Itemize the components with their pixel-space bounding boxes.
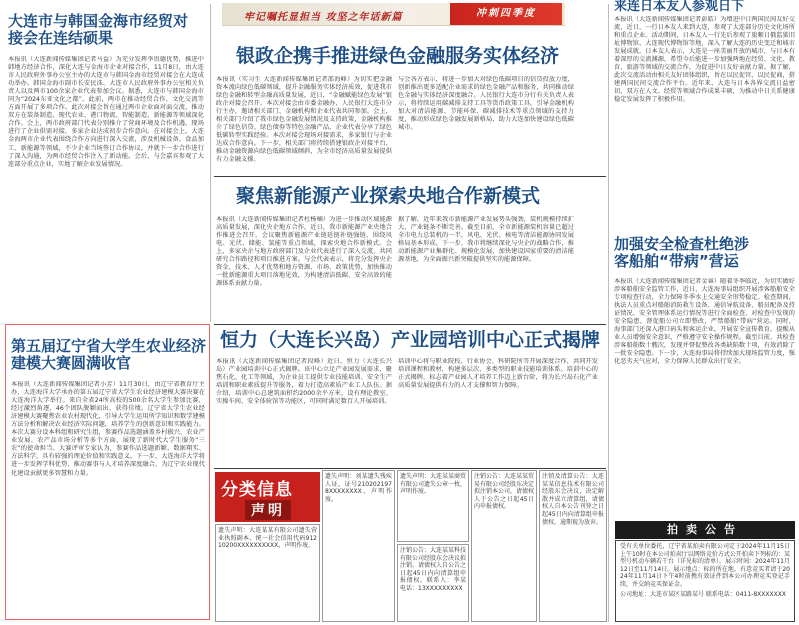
center-article3-headline: 恒力（大连长兴岛）产业园培训中心正式揭牌 (220, 330, 600, 351)
notice-text: 注销公告：大连某某贸易有限公司经股东决定拟注销本公司，请债权人于公告之日起45日内申报债权。 (474, 473, 535, 511)
auction-title: 拍卖公告 (615, 521, 795, 539)
auction-notice (615, 540, 795, 622)
classified-notice (322, 470, 395, 622)
center-article1-headline: 银政企携手推进绿色金融服务实体经济 (236, 46, 560, 67)
classifieds-title: 分类信息 (221, 480, 293, 500)
notice-text: 注销及清算公告：大连某某信息技术有限公司经股东会决议，决定解散并成立清算组，请债权人自本公告刊登之日起45日内向清算组申报债权，逾期视为放弃。 (542, 473, 604, 526)
banner-slogan: 牢记嘱托显担当 攻坚之年话新篇 (244, 12, 403, 23)
classified-notice (471, 470, 537, 622)
classified-notice (397, 470, 469, 542)
classified-notice (397, 544, 469, 622)
center-article3-body-right: 培训中心将与职业院校、行业协会、科研院所等开展深度合作，共同开发培训课程和教材，构建多层次、多类型的职业技能培训体系。培训中心的正式揭牌，标志着产业园人才培养工作迈上新台阶，将为长兴岛石化产业高质量发展提供有力的人才支撑和智力保障。 (398, 358, 598, 390)
classified-notice (215, 524, 320, 622)
notice-text: 注销公告：大连某某科技有限公司经股东会决议拟注销，请债权人自公告之日起45日内向清算组申报债权。联系人：李某 电话：13XXXXXXXXX (400, 547, 467, 592)
notice-text: 遗失声明：大连某某有限公司遗失营业执照副本，统一社会信用代码91210200XXXXXXXXXX，声明作废。 (218, 527, 317, 550)
classifieds-subtitle: 声明 (245, 500, 291, 520)
left-article2-headline: 第五届辽宁省大学生农业经济建模大赛圆满收官 (11, 338, 207, 372)
classifieds-header (215, 472, 320, 522)
left-article2-body: 本报讯（大连新闻传媒集团记者小芳）11月30日，由辽宁省教育厅主办，大连海洋大学承办的第五届辽宁省大学生农业经济建模大赛决赛在大连海洋大学举行。来自全省24所高校的500余名大学生参加比赛，经过激烈角逐，46个团队脱颖而出，获得佳绩。辽宁省大学生农业经济建模大赛聚焦农业农村现代化，引导大学生运用所学知识和数学建模方法分析和解决农业经济实际问题，培养学生的创新意识和实践能力。本次大赛分设本科组和研究生组，参赛作品选题涵盖乡村振兴、农业产业发展、农产品市场分析等多个方面，展现了新时代大学生服务“三农”的使命担当。大赛评审专家认为，参赛作品选题新颖、数据翔实、方法科学，具有较强的理论价值和实践意义。下一步，大连海洋大学将进一步发挥学科优势，推动赛事与人才培养深度融合，为辽宁农业现代化建设贡献更多智慧和力量。 (11, 381, 205, 477)
top-banner (222, 3, 565, 26)
center-article2-body-right: 据了解，近年来我市新能源产业发展势头强劲，装机规模持续扩大，产业链条不断完善。截至目前，全市新能源装机容量已超过全市电力总装机的一半，风电、光伏、核电等清洁能源协同发展格局基本形成。下一步，我市将继续深化与央企的战略合作，推动新能源产业集群化、规模化发展，加快建设国家重要的清洁能源基地，为全面振兴新突破提供坚实的能源保障。 (398, 216, 574, 264)
center-article3-body-left: 本报讯（大连新闻传媒集团记者段峰）近日，恒力（大连长兴岛）产业园培训中心正式揭牌。该中心立足产业园发展需求，聚焦石化、化工等领域，为企业员工提供专业技能培训、安全生产培训和职业素质提升等服务，着力打造高素质产业工人队伍。据介绍，培训中心总建筑面积约2000余平方米，设有理论教室、实操车间、安全体验馆等功能区，可同时满足数百人开展培训。 (216, 358, 392, 406)
right-article1-headline: 来连日本友人参观日下 (614, 0, 745, 14)
left-article1-body: 本报讯（大连新闻传媒集团记者马益）为充分发挥李贵德优势，推进中韩地方经济合作，深化大连与金海市企业对接合作，11月8日，由大连市人民政府外事办公室主办的大连市与韩国金海市经贸对接会在大连成功举办。韩国金海市副市长安民洙、大连市人民政府外事办公室相关负责人以及两市100余家企业代表参加会议。据悉，大连市与韩国金海市同为“2024东亚文化之都”。此前，两市在推动经贸合作、文化交流等方面开展了多项合作。此次对接会旨在通过两市企业面对面交流，推动双方在装备制造、现代农业、港口物流、智能制造、新能源等领域深化合作。会上，两市政府部门代表分别推介了营商环境及合作机遇，现场进行了企业供需对接，多家企业达成初步合作意向。在对接会上，大连金海两市企业代表围绕合作方向进行深入交流，涉及机械设备、食品加工、新能源等领域，不少企业当场签订合作协议，并就下一步合作进行了深入沟通，为两市经贸合作注入了新动能。会后，与会嘉宾参观了大连部分重点企业，实地了解企业发展情况。 (8, 56, 204, 168)
right-article2-headline: 加强安全检查杜绝涉客船舶“带病”营运 (614, 236, 750, 270)
notice-text: 遗失声明：刘某遗失残疾人证，证号2102021978XXXXXXXX，声明作废。 (325, 473, 392, 503)
section-rule (214, 324, 606, 325)
right-article2-body: 本报讯（大连新闻传媒集团记者金睿）随着冬季临近，为切实做好涉客船舶安全监管工作，近日，大连海事局组织开展涉客船舶安全专项检查行动，全力保障冬季水上交通安全形势稳定。检查期间，执法人员重点对船舶消防救生设备、通信导航设备、船员配备及持证情况、安全管理体系运行情况等进行全面检查，对检查中发现的安全隐患，督促船公司立即整改，严禁船舶“带病”营运。同时，海事部门还深入港口码头和客运企业，开展安全宣传教育，提醒从业人员增强安全意识，严格遵守安全操作规程。截至目前，共检查涉客船舶数十艘次，发现并督促整改各类缺陷数十项，有效消除了一批安全隐患。下一步，大连海事局将持续加大现场监管力度，强化恶劣天气应对，全力保障人民群众出行安全。 (614, 278, 795, 366)
section-rule (214, 468, 606, 469)
center-article1-body-right: 与会各方表示，将进一步加大对绿色低碳项目的信贷投放力度，创新推出更多适配企业需求的绿色金融产品和服务，共同推动绿色金融与实体经济深度融合。人民银行大连市分行有关负责人表示，将持续运用碳减排支持工具等货币政策工具，引导金融机构加大对清洁能源、节能环保、碳减排技术等重点领域的支持力度，推动形成绿色金融发展新格局，助力大连加快建设绿色低碳城市。 (398, 76, 574, 132)
right-article1-body: 本报讯（大连新闻传媒集团记者彭皓）为增进中日两国民间友好交流，近日，一行日本友人来到大连，参观了大连部分历史文化场所和重点企业。活动期间，日本友人一行先后参观了旅顺日俄监狱旧址博物馆、大连现代博物馆等地，深入了解大连的历史变迁和城市发展成就。日本友人表示，大连是一座美丽开放的城市，与日本有着深厚的交流渊源，希望今后能进一步加强两地在经贸、文化、教育、旅游等领域的交流合作，为促进中日友好贡献力量。据了解，此次交流活动由相关友好团体组织，旨在以民促官、以民促商，搭建两国民间交流合作平台。近年来，大连与日本各界交流日益密切，双方在人文、经贸等领域合作成果丰硕，为推动中日关系健康稳定发展发挥了积极作用。 (614, 16, 795, 104)
banner-tag: 冲刺四季度 (450, 3, 562, 25)
column-divider (608, 4, 609, 622)
column-divider (210, 4, 211, 322)
notice-text: 遗失声明：大连某某商贸有限公司遗失公章一枚，声明作废。 (400, 473, 467, 496)
section-rule (214, 176, 606, 177)
center-article1-body-left: 本报讯（实习生 大连新闻传媒集团记者邵海峰）为切实把金融资本流向绿色低碳领域，提升金融服务实体经济质效，促进我市绿色金融和转型金融高质量发展，近日，“金融赋能绿色发展”银政企对接会召开。本次对接会由市委金融办、人民银行大连市分行主办，邀请相关部门、金融机构和企业代表共同参加。会上，相关部门介绍了我市绿色金融发展情况及支持政策，金融机构推介了绿色信贷、绿色债券等特色金融产品，企业代表分享了绿色低碳转型实践经验。本次对接会现场对接需求，多家银行与企业达成合作意向。下一步，相关部门将持续搭建银政企对接平台，推动金融资源向绿色低碳领域倾斜，为全市经济高质量发展提供有力金融支撑。 (216, 76, 392, 164)
center-article2-headline: 聚焦新能源产业探索央地合作新模式 (236, 186, 541, 207)
auction-body-text: 受有关单位委托，辽宁省某拍卖有限公司定于2024年11月15日上午10时在本公司拍卖厅以网络竞价方式公开拍卖下列标的：某型号机动车辆若干台（详见标的清单）。展示时间：2024年11月12日至11月14日。展示地点：标的所在地。有意竞买者请于2024年11月14日下午4时前携有效证件到本公司办理竞买登记手续，并交纳竞买保证金。 (620, 543, 790, 588)
classified-notice (539, 470, 607, 622)
center-article2-body-left: 本报讯（大连新闻传媒集团记者杜杨楠）为进一步推动区域能源高质量发展，深化央企地方合作，近日，我市新能源产业央地合作推进会召开。会议聚焦新能源产业链延链补链强链，围绕风电、光伏、储能、氢能等重点领域，探索央地合作新模式。会上，多家央企与地方政府部门及企业代表进行了深入交流，共同研究合作路径和项目推进方案。与会代表表示，将充分发挥央企资金、技术、人才优势和地方资源、市场、政策优势，加快推动一批新能源重大项目落地见效，为构建清洁低碳、安全高效的能源体系贡献力量。 (216, 216, 392, 288)
auction-contact: 公司地址：大连市某区某路某号 联系电话：0411-8XXXXXXX (620, 590, 786, 598)
left-article1-headline: 大连市与韩国金海市经贸对接会在连结硕果 (8, 13, 188, 47)
